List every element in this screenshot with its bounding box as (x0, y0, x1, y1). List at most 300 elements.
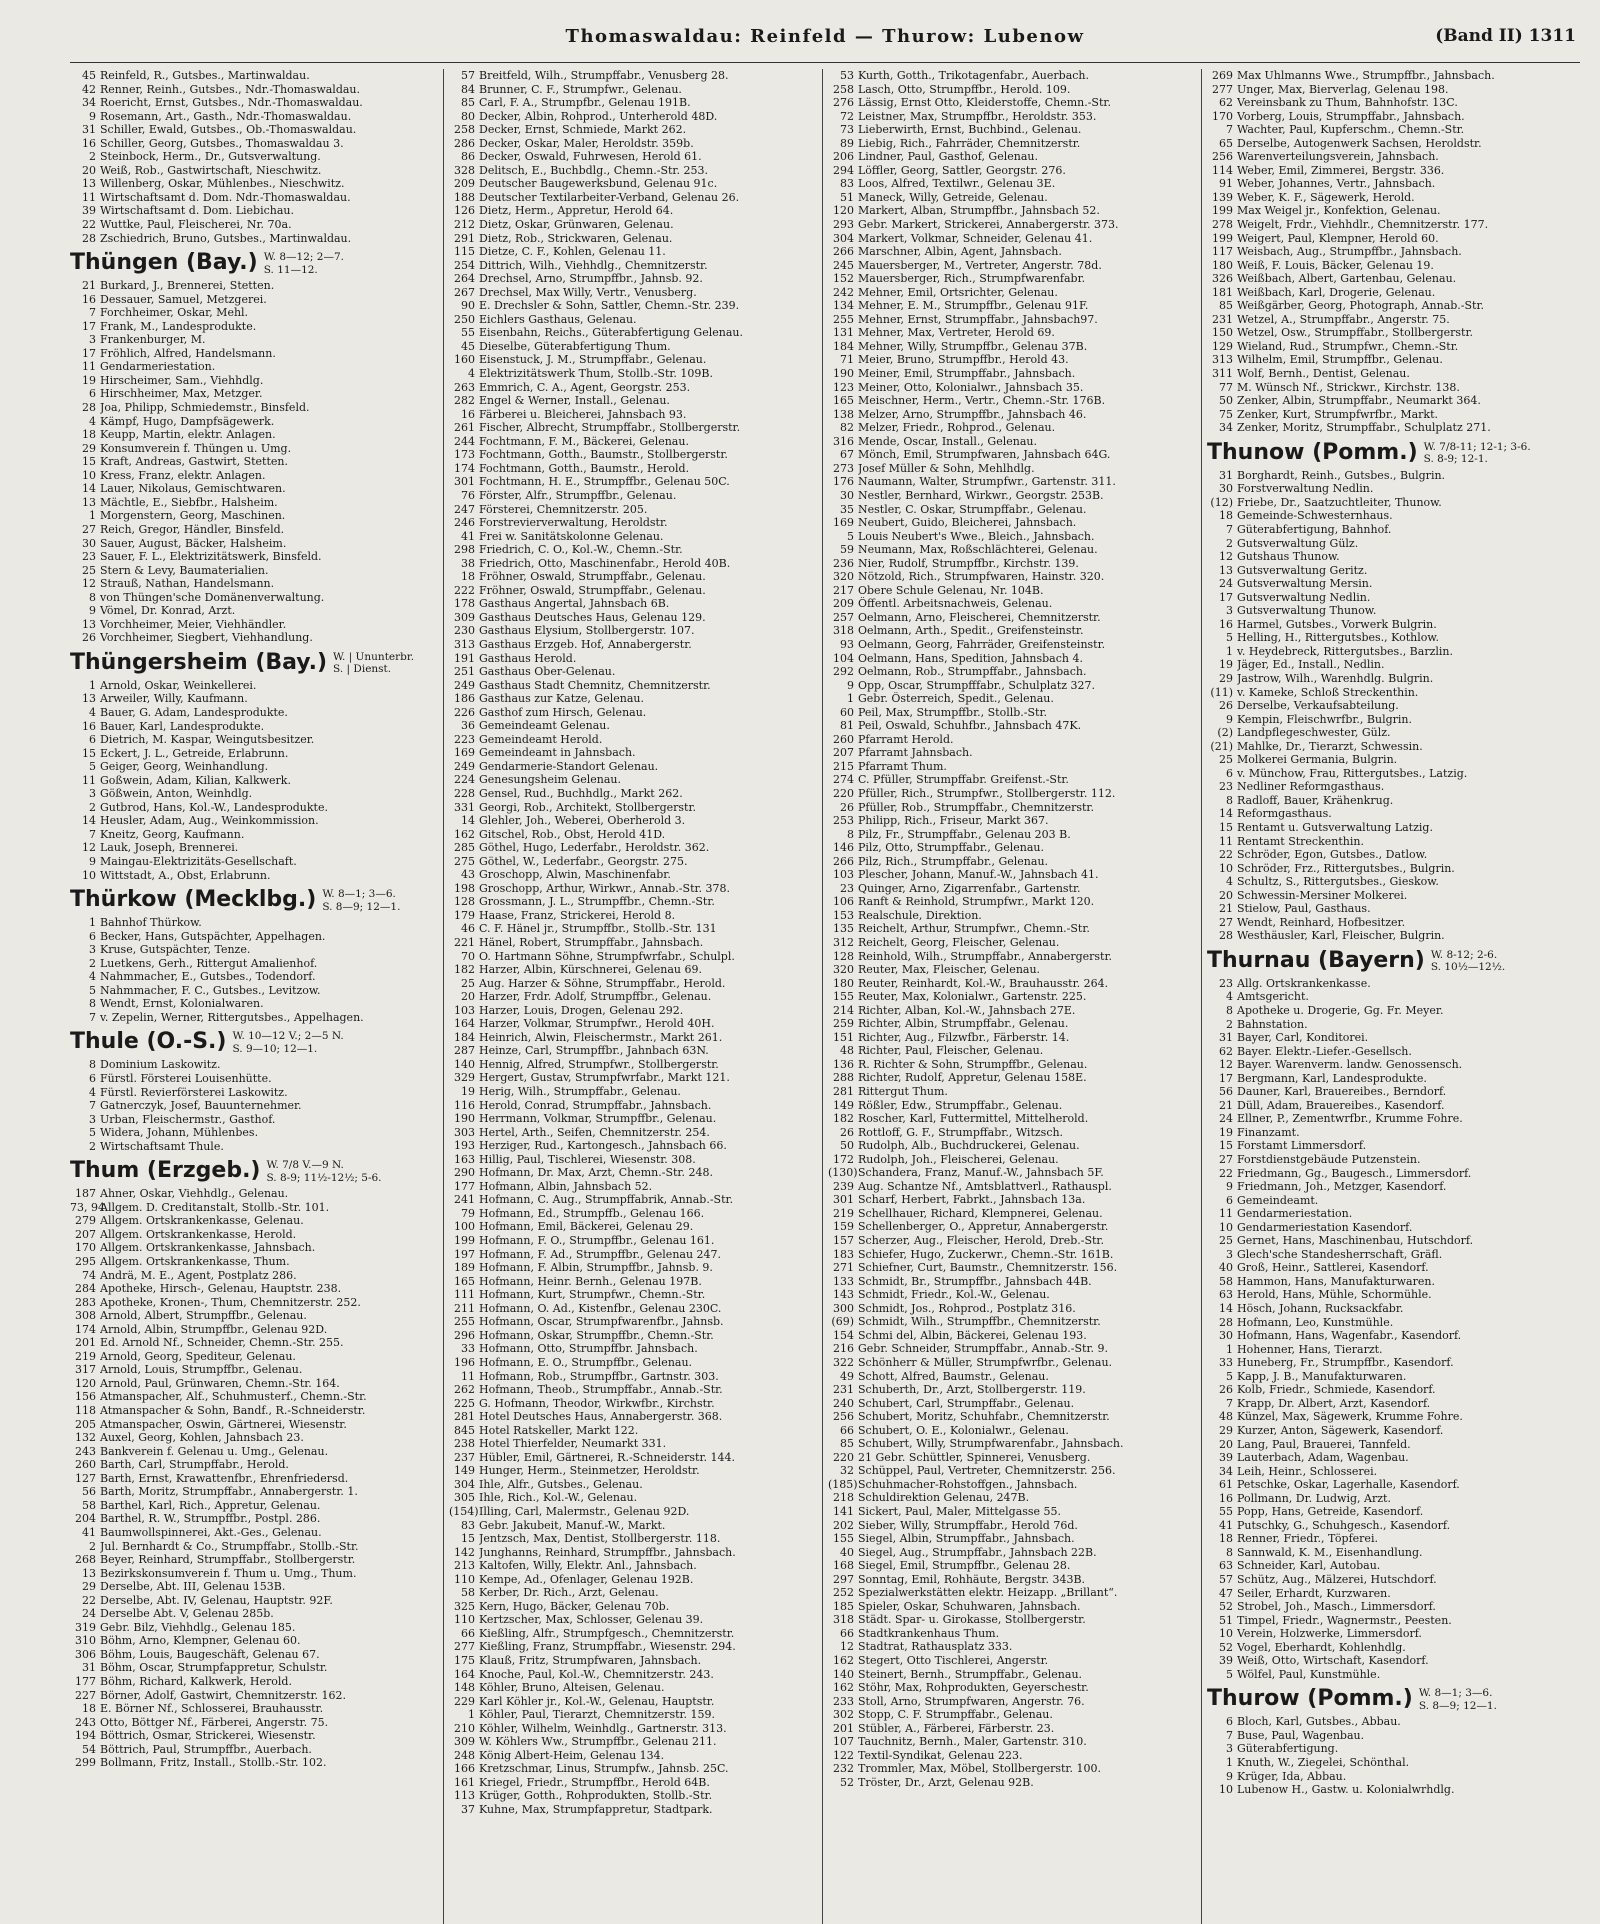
phone-number: 303 (454, 1125, 475, 1139)
phone-number: 19 (461, 1085, 475, 1099)
directory-entry (828, 69, 1196, 83)
subscriber-name: Glehler, Joh., Weberei, Oberherold 3. (479, 814, 686, 828)
phone-number: 135 (833, 922, 854, 936)
phone-number: 194 (75, 1729, 96, 1743)
phone-number: 228 (454, 786, 475, 800)
directory-entry (449, 218, 817, 232)
subscriber-name: Leistner, Max, Strumpffbr., Heroldstr. 353. (858, 109, 1097, 123)
directory-entry (828, 1640, 1196, 1654)
subscriber-name: Scharf, Herbert, Fabrkt., Jahnsbach 13a. (858, 1193, 1086, 1207)
subscriber-name: Lindner, Paul, Gasthof, Gelenau. (858, 150, 1038, 164)
subscriber-name: Herig, Wilh., Strumpffabr., Gelenau. (479, 1085, 681, 1099)
directory-entry (828, 1004, 1196, 1018)
subscriber-name: Öffentl. Arbeitsnachweis, Gelenau. (858, 597, 1053, 611)
phone-number: 80 (461, 109, 475, 123)
town-heading (70, 245, 438, 279)
directory-entry (1207, 577, 1575, 591)
subscriber-name: Josef Müller & Sohn, Mehlhdlg. (858, 461, 1035, 475)
directory-entry (1207, 1343, 1575, 1357)
phone-number: 212 (454, 218, 475, 232)
phone-number: 149 (454, 1464, 475, 1478)
directory-entry (828, 733, 1196, 747)
directory-entry (828, 1668, 1196, 1682)
subscriber-name: v. Kameke, Schloß Streckenthin. (1237, 685, 1419, 699)
phone-number: 83 (840, 177, 854, 191)
subscriber-name: Böhm, Oscar, Strumpfappretur, Schulstr. (100, 1661, 328, 1675)
directory-entry (70, 123, 438, 137)
subscriber-name: Allgem. Ortskrankenkasse, Thum. (100, 1255, 290, 1269)
directory-entry (1207, 469, 1575, 483)
subscriber-name: Hofmann, Hans, Wagenfabr., Kasendorf. (1237, 1329, 1462, 1343)
phone-number: 9 (1226, 712, 1233, 726)
directory-entry (828, 123, 1196, 137)
directory-entry (449, 1004, 817, 1018)
subscriber-name: Popp, Hans, Getreide, Kasendorf. (1237, 1505, 1424, 1519)
subscriber-name: Kriegel, Friedr., Strumpffbr., Herold 64B. (479, 1775, 710, 1789)
phone-number: 160 (454, 353, 475, 367)
directory-entry (1207, 1770, 1575, 1784)
phone-number: 1 (1226, 1342, 1233, 1356)
phone-number: 23 (82, 550, 96, 564)
phone-number: 201 (833, 1721, 854, 1735)
directory-entry (1207, 313, 1575, 327)
directory-entry (828, 1586, 1196, 1600)
subscriber-name: Wachter, Paul, Kupferschm., Chemn.-Str. (1237, 123, 1465, 137)
subscriber-name: Schmidt, Br., Strumpffbr., Jahnsbach 44B. (858, 1274, 1092, 1288)
subscriber-name: Harzer, Albin, Kürschnerei, Gelenau 69. (479, 963, 702, 977)
phone-number: 15 (82, 455, 96, 469)
phone-number: 214 (833, 1003, 854, 1017)
subscriber-name: Hofmann, O. Ad., Kistenfbr., Gelenau 230C. (479, 1301, 722, 1315)
subscriber-name: Reuter, Max, Kolonialwr., Gartenstr. 225. (858, 990, 1087, 1004)
subscriber-name: Aug. Harzer & Söhne, Strumpffabr., Herold. (479, 976, 726, 990)
subscriber-name: Richter, Albin, Strumpffabr., Gelenau. (858, 1017, 1069, 1031)
phone-number: 174 (454, 461, 475, 475)
directory-entry (1207, 631, 1575, 645)
phone-number: 279 (75, 1214, 96, 1228)
phone-number: 284 (75, 1282, 96, 1296)
subscriber-name: Gemeindeamt Herold. (479, 732, 603, 746)
directory-entry (1207, 96, 1575, 110)
directory-entry (70, 550, 438, 564)
phone-number: 10 (82, 468, 96, 482)
directory-entry (70, 293, 438, 307)
phone-number: 5 (847, 529, 854, 543)
directory-entry (828, 1573, 1196, 1587)
phone-number: 29 (82, 441, 96, 455)
subscriber-name: Reuter, Max, Fleischer, Gelenau. (858, 963, 1041, 977)
subscriber-name: Seiler, Erhardt, Kurzwaren. (1237, 1586, 1391, 1600)
subscriber-name: Siegel, Albin, Strumpffabr., Jahnsbach. (858, 1532, 1075, 1546)
directory-entry (449, 1762, 817, 1776)
phone-number: 45 (461, 339, 475, 353)
subscriber-name: Morgenstern, Georg, Maschinen. (100, 509, 286, 523)
phone-number: 55 (461, 326, 475, 340)
phone-number: 54 (82, 1742, 96, 1756)
phone-number: 83 (461, 1518, 475, 1532)
subscriber-name: Gutshaus Thunow. (1237, 550, 1340, 564)
subscriber-name: Markert, Alban, Strumpffbr., Jahnsbach 52. (858, 204, 1100, 218)
phone-number: 32 (840, 1464, 854, 1478)
subscriber-name: Urban, Fleischermstr., Gasthof. (100, 1112, 276, 1126)
subscriber-name: Drechsel, Arno, Strumpffbr., Jahnsb. 92. (479, 272, 703, 286)
phone-number: 221 (454, 936, 475, 949)
directory-entry (828, 1139, 1196, 1153)
phone-number: 5 (89, 983, 96, 997)
directory-entry (449, 394, 817, 408)
phone-number: 118 (75, 1404, 96, 1418)
subscriber-name: Otto, Böttger Nf., Färberei, Angerstr. 75. (100, 1715, 329, 1729)
directory-entry (449, 1058, 817, 1072)
directory-entry (449, 841, 817, 855)
subscriber-name: Nötzold, Rich., Strumpfwaren, Hainstr. 320. (858, 570, 1105, 584)
directory-entry (1207, 1167, 1575, 1181)
phone-number: 164 (454, 1017, 475, 1031)
subscriber-name: Tröster, Dr., Arzt, Gelenau 92B. (858, 1775, 1034, 1789)
phone-number: 35 (840, 502, 854, 516)
subscriber-name: Rittergut Thum. (858, 1085, 948, 1099)
phone-number: 21 (1219, 902, 1233, 916)
subscriber-name: Gasthaus Stadt Chemnitz, Chemnitzerstr. (479, 678, 711, 692)
phone-number: 8 (847, 827, 854, 841)
subscriber-name: Schmidt, Wilh., Strumpffbr., Chemnitzerstr. (858, 1315, 1101, 1329)
subscriber-name: Jentzsch, Max, Dentist, Stollbergerstr. 118. (479, 1532, 721, 1546)
subscriber-name: Karl Köhler jr., Kol.-W., Gelenau, Hauptstr. (479, 1694, 715, 1708)
directory-entry (70, 218, 438, 232)
phone-number: 304 (454, 1477, 475, 1491)
subscriber-name: Gensel, Rud., Buchhdlg., Markt 262. (479, 786, 683, 800)
subscriber-name: Kraft, Andreas, Gastwirt, Stetten. (100, 455, 288, 469)
subscriber-name: O. Hartmann Söhne, Strumpfwrfabr., Schulpl. (479, 949, 735, 963)
subscriber-name: Dietze, C. F., Kohlen, Gelenau 11. (479, 245, 666, 259)
directory-entry (449, 665, 817, 679)
directory-entry (828, 1112, 1196, 1126)
phone-number: 151 (833, 1030, 854, 1044)
phone-number: 106 (833, 895, 854, 909)
subscriber-name: Dauner, Karl, Brauereibes., Berndorf. (1237, 1085, 1447, 1099)
directory-entry (70, 1377, 438, 1391)
phone-number: 9 (89, 604, 96, 618)
directory-entry (449, 638, 817, 652)
subscriber-name: Gebr. Schneider, Strumpffabr., Annab.-Str. 9. (858, 1342, 1109, 1356)
subscriber-name: Harzer, Frdr. Adolf, Strumpffbr., Gelenau. (479, 990, 712, 1004)
phone-number: 168 (833, 1559, 854, 1573)
subscriber-name: E. Börner Nf., Schlosserei, Brauhausstr. (100, 1702, 324, 1716)
subscriber-name: Nier, Rudolf, Strumpffbr., Kirchstr. 139. (858, 556, 1079, 570)
directory-entry (70, 232, 438, 246)
subscriber-name: Leih, Heinr., Schlosserei. (1237, 1464, 1378, 1478)
directory-entry (70, 1540, 438, 1554)
subscriber-name: Peil, Max, Strumpffbr., Stollb.-Str. (858, 705, 1048, 719)
subscriber-name: Gasthaus Deutsches Haus, Gelenau 129. (479, 610, 706, 624)
directory-entry (828, 448, 1196, 462)
directory-entry (1207, 1505, 1575, 1519)
phone-number: 309 (454, 1735, 475, 1749)
phone-number: 26 (840, 1125, 854, 1139)
subscriber-name: Dietz, Oskar, Grünwaren, Gelenau. (479, 218, 674, 232)
subscriber-name: Weisbach, Aug., Strumpffbr., Jahnsbach. (1237, 245, 1462, 259)
subscriber-name: Stern & Levy, Baumaterialien. (100, 563, 269, 577)
directory-entry (449, 1749, 817, 1763)
directory-entry (1207, 509, 1575, 523)
phone-number: 13 (1219, 563, 1233, 577)
directory-entry (70, 970, 438, 984)
subscriber-name: Sickert, Paul, Maler, Mittelgasse 55. (858, 1504, 1062, 1518)
phone-number: 139 (1212, 190, 1233, 204)
phone-number: 249 (454, 759, 475, 773)
subscriber-name: Forstdienstgebäude Putzenstein. (1237, 1153, 1421, 1167)
phone-number: 297 (833, 1572, 854, 1586)
phone-number: 318 (833, 1613, 854, 1627)
directory-entry (449, 692, 817, 706)
directory-entry (70, 1269, 438, 1283)
directory-entry (70, 733, 438, 747)
directory-entry (828, 1437, 1196, 1451)
subscriber-name: Pfarramt Jahnsbach. (858, 746, 973, 760)
directory-entry (828, 1248, 1196, 1262)
phone-number: 17 (1219, 1071, 1233, 1085)
phone-number: 29 (1219, 1423, 1233, 1437)
subscriber-name: Bayer, Carl, Konditorei. (1237, 1031, 1369, 1045)
town-name: Thule (O.-S.) (70, 1029, 227, 1055)
phone-number: 291 (454, 231, 475, 245)
subscriber-name: Atmanspacher, Alf., Schuhmusterf., Chemn.-Str. (100, 1390, 367, 1404)
subscriber-name: Burkard, J., Brennerei, Stetten. (100, 279, 275, 293)
phone-number: 41 (461, 529, 475, 543)
phone-number: 165 (454, 1274, 475, 1288)
subscriber-name: Maneck, Willy, Getreide, Gelenau. (858, 190, 1048, 204)
phone-number: 210 (454, 1721, 475, 1735)
phone-number: 6 (89, 387, 96, 401)
phone-number: 86 (461, 150, 475, 164)
subscriber-name: Mauersberger, Rich., Strumpfwarenfabr. (858, 272, 1086, 286)
directory-entry (1207, 1641, 1575, 1655)
directory-entry (449, 1383, 817, 1397)
phone-number: 244 (454, 434, 475, 448)
phone-number: 328 (454, 163, 475, 177)
directory-entry (1207, 150, 1575, 164)
directory-entry (449, 1559, 817, 1573)
subscriber-name: Meier, Bruno, Strumpffbr., Herold 43. (858, 353, 1069, 367)
directory-entry (449, 1519, 817, 1533)
directory-entry (1207, 1756, 1575, 1770)
subscriber-name: Schmi del, Albin, Bäckerei, Gelenau 193. (858, 1328, 1087, 1342)
subscriber-name: Bergmann, Karl, Landesprodukte. (1237, 1071, 1427, 1085)
directory-entry (70, 455, 438, 469)
directory-entry (1207, 1587, 1575, 1601)
directory-entry (70, 1553, 438, 1567)
directory-entry (828, 814, 1196, 828)
directory-entry (70, 1580, 438, 1594)
phone-number: 20 (1219, 888, 1233, 902)
phone-number: 42 (82, 82, 96, 96)
subscriber-name: Schmidt, Jos., Rohprod., Postplatz 316. (858, 1301, 1076, 1315)
directory-entry (449, 1410, 817, 1424)
subscriber-name: Mende, Oscar, Install., Gelenau. (858, 434, 1037, 448)
phone-number: 85 (461, 96, 475, 110)
phone-number: 21 (1219, 1098, 1233, 1112)
subscriber-name: G. Hofmann, Theodor, Wirkwfbr., Kirchstr. (479, 1396, 715, 1410)
subscriber-name: Nestler, C. Oskar, Strumpffabr., Gelenau. (858, 502, 1087, 516)
phone-number: 243 (75, 1444, 96, 1458)
phone-number: 20 (82, 163, 96, 177)
subscriber-name: Warenverteilungsverein, Jahnsbach. (1237, 150, 1439, 164)
subscriber-name: Hübler, Emil, Gärtnerei, R.-Schneiderstr. 144. (479, 1450, 735, 1464)
subscriber-name: Wilhelm, Emil, Strumpffbr., Gelenau. (1237, 353, 1443, 367)
directory-entry (1207, 1261, 1575, 1275)
directory-entry (449, 977, 817, 991)
subscriber-name: Böhm, Richard, Kalkwerk, Herold. (100, 1674, 292, 1688)
phone-number: 107 (833, 1735, 854, 1749)
subscriber-name: Strobel, Joh., Masch., Limmersdorf. (1237, 1600, 1436, 1614)
phone-number: 58 (1219, 1274, 1233, 1288)
phone-number: 251 (454, 665, 475, 679)
phone-number: 3 (1226, 1247, 1233, 1261)
phone-number: 20 (1219, 1437, 1233, 1451)
office-hours: W. 8-12; 2-6. S. 10½—12½. (1430, 948, 1506, 974)
directory-entry (70, 760, 438, 774)
phone-number: 262 (454, 1383, 475, 1397)
subscriber-name: Apotheke, Hirsch-, Gelenau, Hauptstr. 238. (100, 1282, 342, 1296)
subscriber-name: Allg. Ortskrankenkasse. (1237, 976, 1371, 990)
directory-entry (70, 374, 438, 388)
directory-entry (449, 1464, 817, 1478)
directory-entry (449, 1234, 817, 1248)
directory-entry (449, 137, 817, 151)
subscriber-name: Vorchheimer, Meier, Viehhändler. (100, 617, 287, 631)
phone-number: 17 (1219, 590, 1233, 604)
subscriber-name: Weigelt, Frdr., Viehhdlr., Chemnitzerstr. 177. (1237, 218, 1489, 232)
directory-entry (70, 1594, 438, 1608)
directory-entry (449, 1640, 817, 1654)
subscriber-name: Wirtschaftsamt d. Dom. Liebichau. (100, 204, 294, 218)
directory-entry (449, 760, 817, 774)
subscriber-name: Oelmann, Rob., Strumpffabr., Jahnsbach. (858, 665, 1087, 679)
phone-number: 13 (82, 617, 96, 631)
phone-number: 4 (89, 705, 96, 719)
subscriber-name: Eisenstuck, J. M., Strumpffabr., Gelenau. (479, 353, 707, 367)
phone-number: 3 (89, 1112, 96, 1126)
directory-entry (449, 272, 817, 286)
directory-entry (449, 1099, 817, 1113)
subscriber-name: Friedmann, Gg., Baugesch., Limmersdorf. (1237, 1166, 1472, 1180)
subscriber-name: Schütz, Aug., Mälzerei, Hutschdorf. (1237, 1572, 1437, 1586)
subscriber-name: Hofmann, Albin, Jahnsbach 52. (479, 1179, 653, 1193)
subscriber-name: Fischer, Albrecht, Strumpffabr., Stollbergerstr. (479, 421, 741, 435)
phone-number: 224 (454, 773, 475, 787)
subscriber-name: Pfarramt Thum. (858, 759, 947, 773)
phone-number: (154) (449, 1504, 479, 1518)
phone-number: 140 (833, 1667, 854, 1681)
subscriber-name: Schandera, Franz, Manuf.-W., Jahnsbach 5F. (858, 1166, 1104, 1180)
subscriber-name: Pilz, Otto, Strumpffabr., Gelenau. (858, 841, 1044, 855)
directory-entry (1207, 1058, 1575, 1072)
directory-entry (70, 747, 438, 761)
subscriber-name: Reuter, Reinhardt, Kol.-W., Brauhausstr. 264. (858, 976, 1109, 990)
directory-entry (828, 679, 1196, 693)
subscriber-name: Lauk, Joseph, Brennerei. (100, 841, 239, 855)
subscriber-name: Gasthaus Erzgeb. Hof, Annabergerstr. (479, 637, 692, 651)
subscriber-name: Wetzel, Osw., Strumpffabr., Stollbergerstr. (1237, 326, 1473, 340)
directory-entry (70, 537, 438, 551)
directory-entry (449, 773, 817, 787)
phone-number: 34 (82, 96, 96, 110)
directory-entry (449, 96, 817, 110)
subscriber-name: Illing, Carl, Malermstr., Gelenau 92D. (479, 1504, 690, 1518)
subscriber-name: Arnold, Albin, Strumpffbr., Gelenau 92D. (100, 1322, 328, 1336)
phone-number: 204 (75, 1512, 96, 1526)
directory-entry (828, 1410, 1196, 1424)
directory-entry (828, 1329, 1196, 1343)
directory-entry (1207, 1627, 1575, 1641)
phone-number: 207 (833, 746, 854, 760)
directory-entry (1207, 794, 1575, 808)
phone-number: 274 (833, 773, 854, 787)
subscriber-name: Fochtmann, H. E., Strumpffbr., Gelenau 50C. (479, 475, 730, 489)
directory-entry (1207, 1234, 1575, 1248)
directory-entry (828, 1071, 1196, 1085)
phone-number: 329 (454, 1071, 475, 1085)
directory-entry (1207, 164, 1575, 178)
subscriber-name: Hofmann, Ed., Strumpffb., Gelenau 166. (479, 1206, 705, 1220)
directory-entry (70, 801, 438, 815)
directory-entry (1207, 367, 1575, 381)
subscriber-name: Gemeindeamt Gelenau. (479, 719, 610, 733)
town-heading (1207, 435, 1575, 469)
phone-number: 299 (75, 1756, 96, 1770)
directory-entry (70, 1675, 438, 1689)
subscriber-name: Siegel, Emil, Strumpffbr., Gelenau 28. (858, 1559, 1071, 1573)
phone-number: 222 (454, 583, 475, 597)
phone-number: 18 (1219, 1532, 1233, 1546)
directory-entry (70, 1472, 438, 1486)
phone-number: 142 (454, 1545, 475, 1559)
subscriber-name: Rudolph, Joh., Fleischerei, Gelenau. (858, 1152, 1059, 1166)
phone-number: 24 (1219, 577, 1233, 591)
subscriber-name: Spezialwerkstätten elektr. Heizapp. „Brillant“. (858, 1586, 1118, 1600)
phone-number: 46 (461, 922, 475, 936)
subscriber-name: Weißbach, Karl, Drogerie, Gelenau. (1237, 285, 1436, 299)
directory-entry (70, 442, 438, 456)
subscriber-name: Kaltofen, Willy, Elektr. Anl., Jahnsbach. (479, 1559, 697, 1573)
directory-entry (828, 1627, 1196, 1641)
subscriber-name: Oelmann, Georg, Fahrräder, Greifensteinstr. (858, 637, 1106, 651)
phone-number: 43 (461, 868, 475, 882)
directory-entry (449, 543, 817, 557)
subscriber-name: Atmanspacher, Oswin, Gärtnerei, Wiesenstr. (100, 1417, 347, 1431)
directory-entry (828, 1207, 1196, 1221)
directory-entry (70, 1099, 438, 1113)
subscriber-name: Güterabfertigung, Bahnhof. (1237, 522, 1392, 536)
subscriber-name: Meiner, Otto, Kolonialwr., Jahnsbach 35. (858, 380, 1084, 394)
subscriber-name: Schwessin-Mersiner Molkerei. (1237, 888, 1408, 902)
subscriber-name: Bauer, Karl, Landesprodukte. (100, 719, 265, 733)
subscriber-name: Richter, Rudolf, Appretur, Gelenau 158E. (858, 1071, 1087, 1085)
phone-number: 51 (840, 190, 854, 204)
phone-number: 41 (1219, 1518, 1233, 1532)
phone-number: 63 (1219, 1559, 1233, 1573)
subscriber-name: Schiefner, Curt, Baumstr., Chemnitzerstr. 156. (858, 1261, 1118, 1275)
directory-entry (449, 123, 817, 137)
directory-entry (449, 611, 817, 625)
phone-number: 2 (89, 150, 96, 164)
phone-number: 149 (833, 1098, 854, 1112)
phone-number: 240 (833, 1396, 854, 1410)
subscriber-name: Derselbe, Abt. III, Gelenau 153B. (100, 1580, 286, 1594)
phone-number: 16 (1219, 617, 1233, 631)
phone-number: 5 (1226, 631, 1233, 645)
subscriber-name: Hertel, Arth., Seifen, Chemnitzerstr. 254. (479, 1125, 710, 1139)
